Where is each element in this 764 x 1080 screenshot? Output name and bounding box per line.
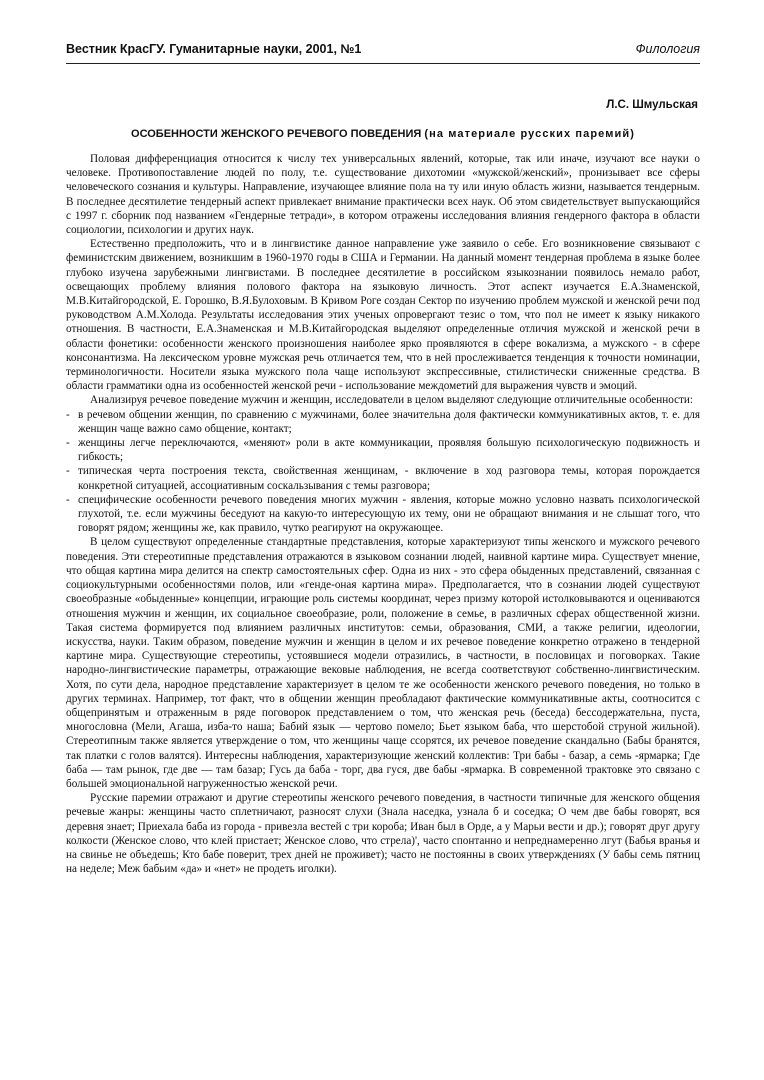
paragraph-2: Естественно предположить, что и в лингвистике данное направление уже заявило о себе. Его возникновение связывают с феминистским движением, возникшим в 1960-1970 годы в США и Германии. На данный момент тендерная проблема в языке более глубоко изучена зарубежными лингвистами. В последнее десятилетие в российском языкознании появилось немало работ, освещающих проблему влияния полового фактора на языковую личность. Этот аспект изучается Е.А.Знаменской, М.В.Китайгородской, Е. Горошко, В.Я.Булоховым. В Кривом Роге создан Сектор по изучению проблем мужской и женской речи под руководством А.М.Холода. Результаты исследования этих ученых опровергают тезис о том, что пол не имеет к языку никакого отношения. В частности, Е.А.Знаменская и М.В.Китайгородская выделяют определенные отличия мужской и женской речи в области фонетики: особенности женского произношения наиболее ярко проявляются в сфере вокализма, а мужского - в сфере консонантизма. На лексическом уровне мужская речь отличается тем, что в ней прослеживается тенденция к точности номинации, терминологичности. Носители языка мужского пола чаще используют экспрессивные, стилистически сниженные средства. В области грамматики одна из особенностей женской речи - использование междометий для выражения чувств и эмоций. xyxy=(66,238,700,393)
running-header xyxy=(66,42,700,60)
title-main: ОСОБЕННОСТИ ЖЕНСКОГО РЕЧЕВОГО ПОВЕДЕНИЯ xyxy=(131,128,422,140)
list-item-text: женщины легче переключаются, «меняют» роли в акте коммуникации, проявляя большую психологическую подвижность и гибкость; xyxy=(78,437,700,464)
list-item xyxy=(66,464,700,492)
paragraph-1: Половая дифференциация относится к числу тех универсальных явлений, которые, так или иначе, изучают все науки о человеке. Противопоставление людей по полу, т.е. существование дихотомии «мужской/женский», пронизывает все сферы человеческого сознания и культуры. Направление, изучающее влияние пола на ту или иную область жизни, называется тендерным. В последнее десятилетие тендерный аспект привлекает внимание практически всех наук. Об этом свидетельствует выпускающийся с 1997 г. сборник под названием «Гендерные тетради», в котором отражены исследования влияния гендерного фактора в области социологии, психологии и других наук. xyxy=(66,153,700,237)
article-body xyxy=(66,152,700,876)
header-rule xyxy=(66,63,700,64)
journal-title: Вестник КрасГУ. Гуманитарные науки, 2001, №1 xyxy=(66,42,362,56)
paragraph-4: В целом существуют определенные стандартные представления, которые характеризуют типы женского и мужского речевого поведения. Эти стереотипные представления отражаются в языковом сознании людей, наивной картине мира. Существует мнение, что общая картина мира делится на спектр самостоятельных сфер. Одна из них - это сфера обыденных представлений, связанная с социокультурными особенностями полов, или «генде-оная картина мира». Предполагается, что в сознании людей существуют своеобразные «обыденные» концепции, играющие роль системы координат, через призму которой истолковываются и оцениваются отношения мужчин и женщин, их социальное своеобразие, роли, положение в семье, в различных сферах общественной жизни. Такая система формируется под влиянием различных институтов: семьи, образования, СМИ, а также религии, идеологии, искусства, науки. Таким образом, поведение мужчин и женщин в целом и их речевое поведение конкретно отражено в тендерной картине мира. Существующие стереотипы, устоявшиеся модели отразились, в частности, в пословицах и поговорках. Такие народно-лингвистические параметры, отражающие вековые наблюдения, не всегда соответствуют собственно-лингвистическим. Хотя, по сути дела, народное представление характеризует в целом те же особенности женского речевого поведения, но только в других терминах. Например, тот факт, что в общении женщин преобладают фактические коммуникативные акты, соотносится с общепринятым и отраженным в ряде поговорок представлением о том, что женская речь (беседа) бессодержательна, пуста, многословна (Мели, Агаша, изба-то наша; Бабий язык — чертово помело; Бьет языком баба, что шерстобой струной жильной). Стереотипным также является утверждение о том, что женщины чаще ссорятся, их речевое поведение скандально (Бабы бранятся, так платки с голов валятся). Интересны наблюдения, характеризующие женский коллектив: Три бабы - базар, а семь -ярмарка; Где баба — там рынок, где две — там базар; Гусь да баба - торг, два гуся, две бабы -ярмарка. В современной трактовке это связано с большей эмоциональной нагруженностью женской речи. xyxy=(66,536,700,790)
list-dash: - xyxy=(66,493,70,506)
paragraph-3: Анализируя речевое поведение мужчин и женщин, исследователи в целом выделяют следующие отличительные особенности: xyxy=(90,394,694,407)
paragraph-5: Русские паремии отражают и другие стереотипы женского речевого поведения, в частности типичные для женского общения речевые жанры: женщины часто сплетничают, разносят слухи (Знала наседка, узнала б и соседка; О чем две бабы говорят, вся деревня знает; Приехала баба из города - привезла вестей с три короба; Иван был в Орде, а у Марьи вести и др.); говорят друг другу колкости (Женское слово, что клей пристает; Женское слово, что стрела)', часто спонтанно и непреднамеренно лгут (Бабья вранья и на свинье не объедешь; Кто бабе поверит, трех дней не проживет); часто не постоянны в своих утверждениях (У бабы семь пятниц на неделе; Меж бабьим «да» и «нет» не продеть иголки). xyxy=(66,792,700,876)
list-item xyxy=(66,408,700,436)
list-item-text: специфические особенности речевого поведения многих мужчин - явления, которые можно условно назвать психологической глухотой, т.е. если мужчины беседуют на какую-то интересующую их тему, они не обращают внимания и не слышат того, что говорят рядом; женщины же, как правило, чутко реагируют на окружающее. xyxy=(78,493,700,535)
section-name: Филология xyxy=(635,42,700,56)
list-dash: - xyxy=(66,408,70,421)
list-dash: - xyxy=(66,465,70,478)
list-dash: - xyxy=(66,437,70,450)
list-item-text: в речевом общении женщин, по сравнению с мужчинами, более значительна доля фактически коммуникативных актов, т. е. для женщин чаще важно само общение, контакт; xyxy=(78,408,700,435)
list-item xyxy=(66,493,700,536)
article-title xyxy=(60,128,706,140)
author-name: Л.С. Шмульская xyxy=(606,99,698,111)
title-subtitle: (на материале русских паремий) xyxy=(424,128,635,140)
list-item-text: типическая черта построения текста, свойственная женщинам, - включение в ход разговора темы, которая порождается конкретной ситуацией, ассоциативным соскальзывания с темы разговора; xyxy=(78,465,700,492)
list-item xyxy=(66,436,700,464)
